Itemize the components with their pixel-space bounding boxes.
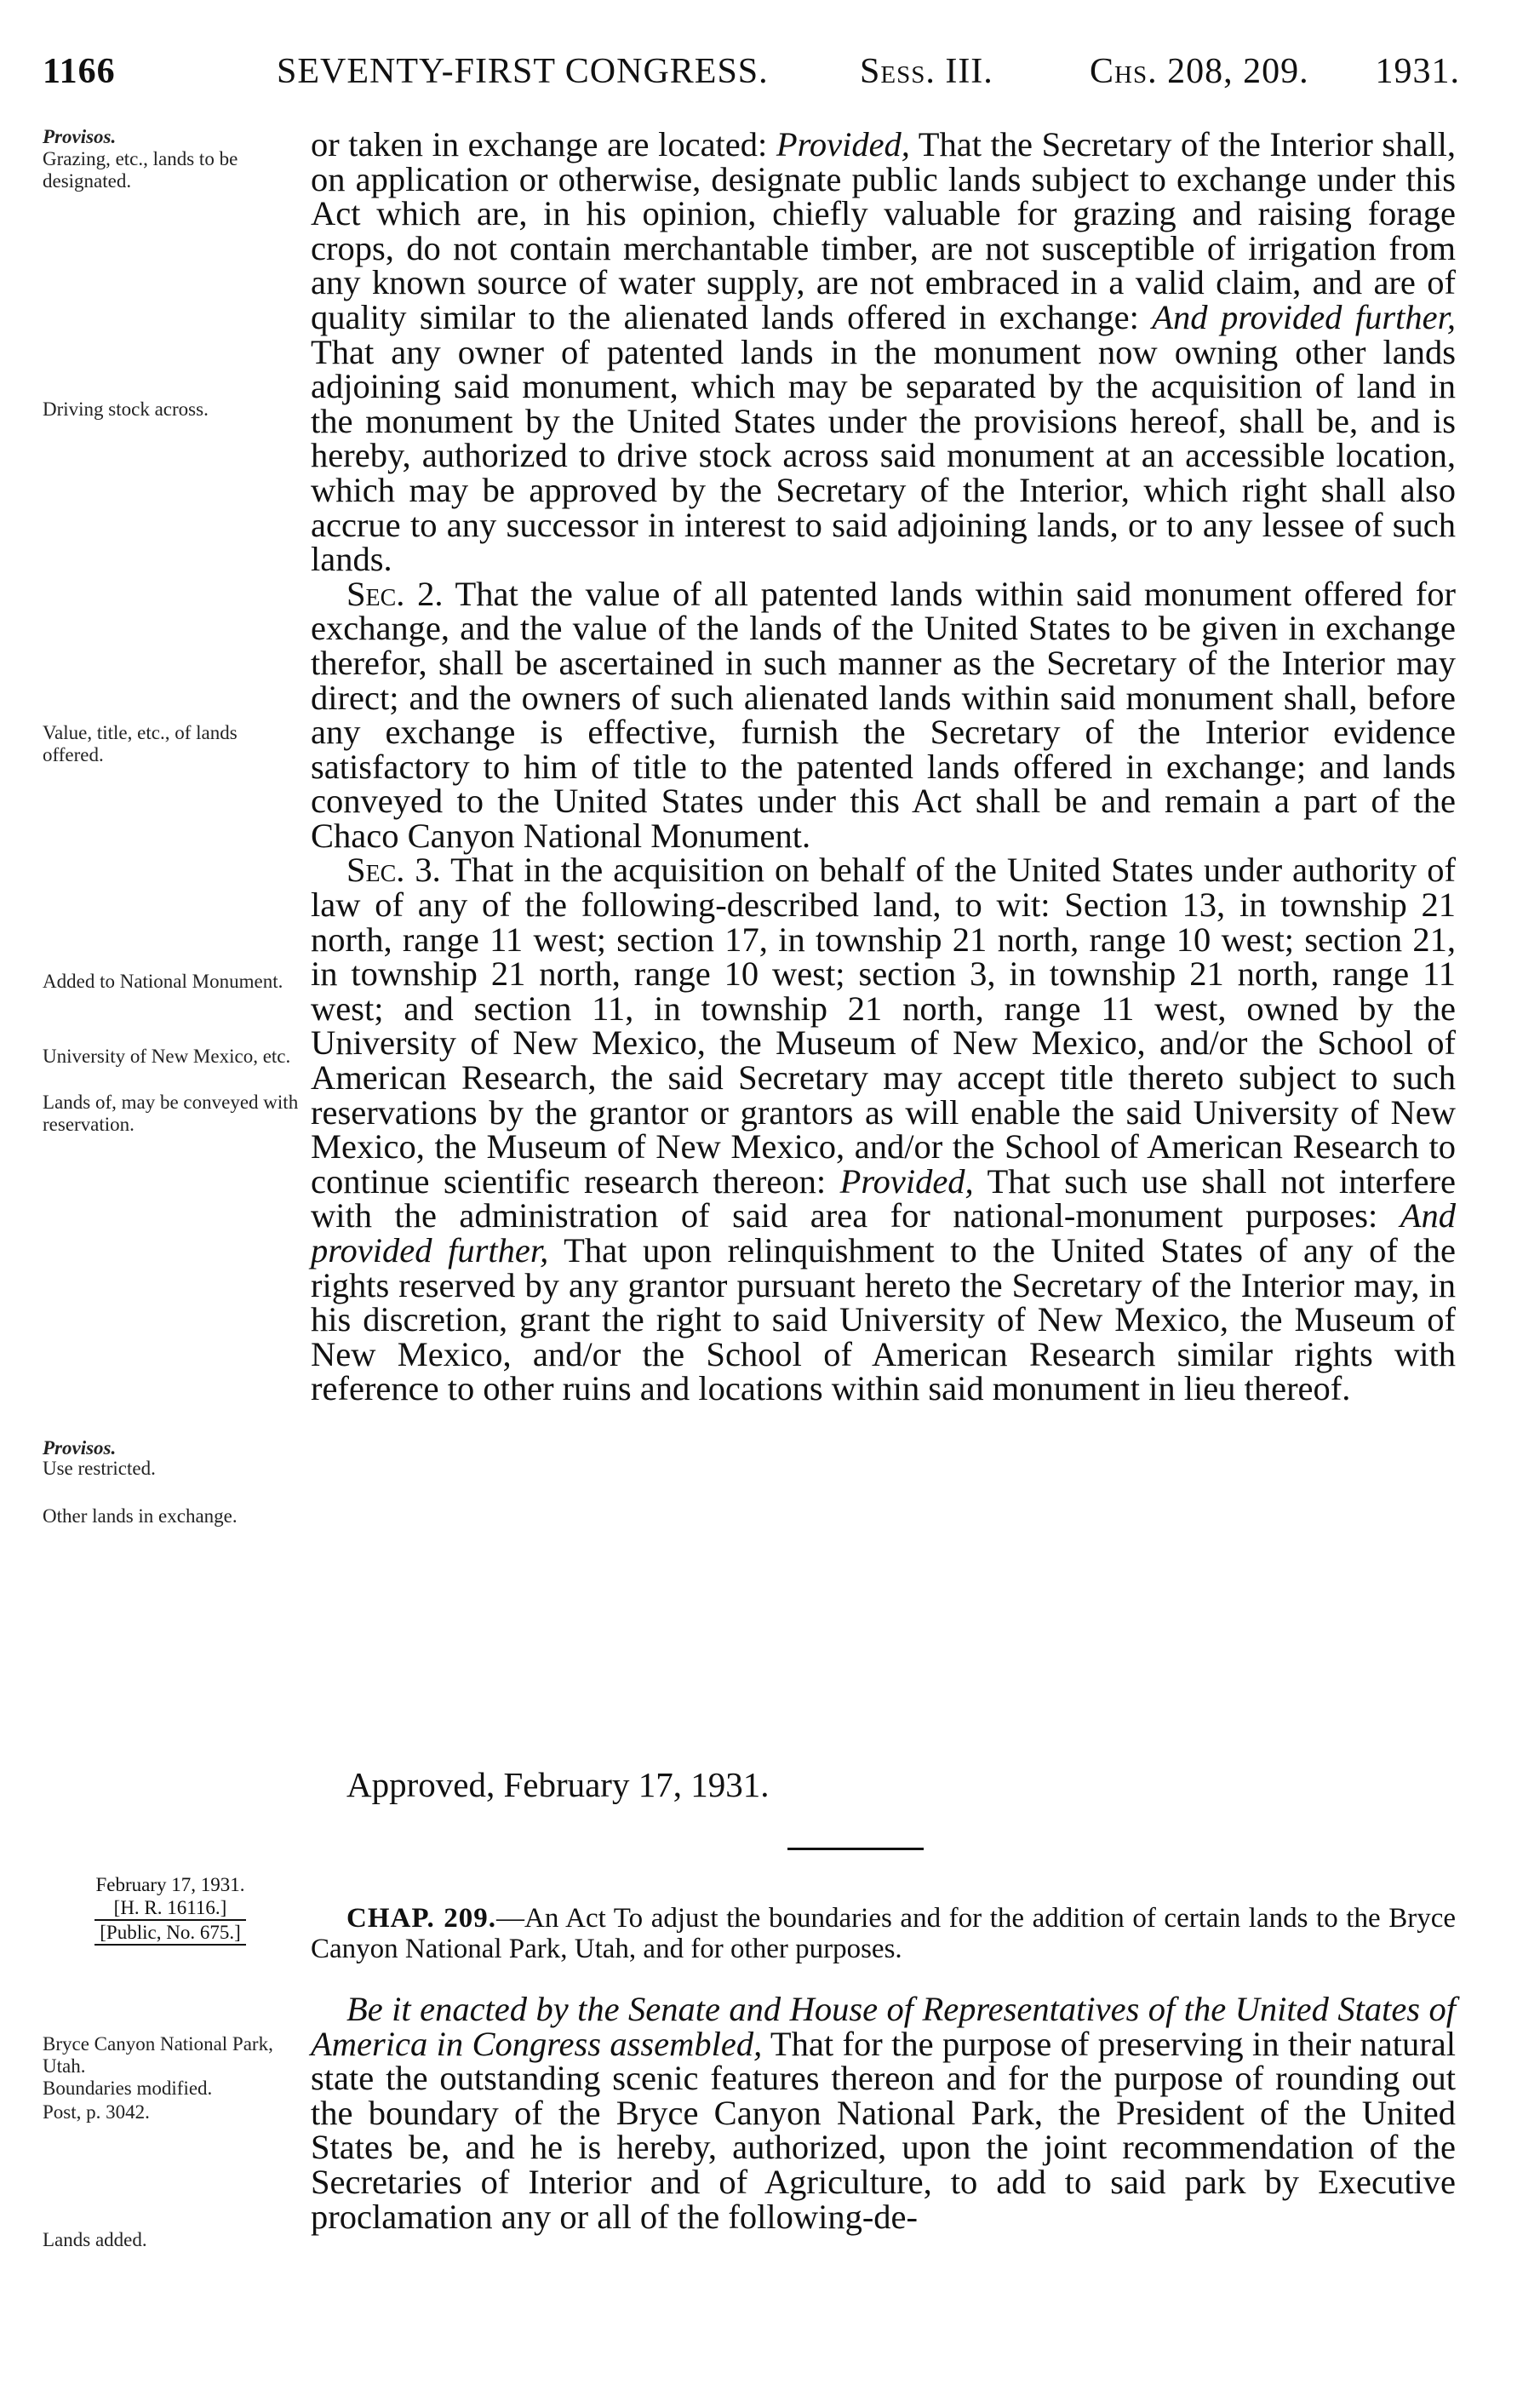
page-number: 1166 xyxy=(43,52,116,91)
margin-note-post: Post, p. 3042. xyxy=(43,2101,150,2123)
margin-note-bryce: Bryce Canyon National Park, Utah. xyxy=(43,2033,273,2077)
bill-reference xyxy=(43,1873,298,1946)
section-2-label: Sec. 2. xyxy=(346,574,444,613)
margin-note-lands-added: Lands added. xyxy=(43,2229,147,2250)
enacting-clause: Be it enacted by the Senate and House of Representatives of the United States of America in Congress assembled, xyxy=(311,1990,1456,2063)
margin-note-grazing: Grazing, etc., lands to be designated. xyxy=(43,148,238,192)
margin-provisos-label: Provisos. xyxy=(43,126,117,147)
running-header xyxy=(43,51,1460,111)
enacting-body xyxy=(311,1992,1456,2234)
provided-italic: Provided, xyxy=(776,125,910,163)
margin-note-driving: Driving stock across. xyxy=(43,398,209,420)
bill-date: February 17, 1931. xyxy=(95,1874,245,1895)
margin-note-value: Value, title, etc., of lands offered. xyxy=(43,722,238,765)
header-title: SEVENTY-FIRST CONGRESS. xyxy=(277,52,769,91)
margin-note-lands-of: Lands of, may be conveyed with reservation. xyxy=(43,1092,299,1135)
chapter-209-heading xyxy=(311,1903,1456,1964)
margin-note-other-lands: Other lands in exchange. xyxy=(43,1505,238,1527)
provided-italic-2: Provided, xyxy=(839,1161,974,1201)
bill-public-number: [Public, No. 675.] xyxy=(94,1919,245,1946)
bill-hr: [H. R. 16116.] xyxy=(113,1897,227,1918)
margin-note-provisos-2 xyxy=(43,1437,302,1459)
section-1-paragraph: or taken in exchange are located: Provided, That the Secretary of the Interior shall, on application or otherwise, designate public lands subject to exchange under this Act which are, in his opinion, chiefly valuable for grazing and raising forage crops, do not contain merchantable timber, are not susceptible of irrigation from any known source of water supply, are not embraced in a valid claim, and are of quality similar to the alienated lands offered in exchange: And provided further, That any owner of patented lands in the monument now owning other lands adjoining said monument, which may be separated by the acquisition of land in the monument by the United States under the provisions hereof, shall be, and is hereby, authorized to drive stock across said monument at an accessible location, which may be approved by the Secretary of the Interior, which right shall also accrue to any successor in interest to said adjoining lands, or to any lessee of such lands. xyxy=(311,125,1456,579)
margin-note-use-restricted: Use restricted. xyxy=(43,1458,156,1479)
header-chapters: Chs. 208, 209. xyxy=(1090,52,1309,91)
chapter-title: —An Act To adjust the boundaries and for the addition of certain lands to the Bryce Canyon National Park, Utah, and for other purposes. xyxy=(311,1903,1456,1964)
margin-provisos-2-label: Provisos. xyxy=(43,1437,117,1459)
enacting-paragraph: Be it enacted by the Senate and House of Representatives of the United States of America in Congress assembled, That for the purpose of preserving in their natural state the outstanding scenic features thereon and for the purpose of rounding out the boundary of the Bryce Canyon National Park, the President of the United States be, and he is hereby, authorized, upon the joint recommendation of the Secretaries of Interior and of Agriculture, to add to said park by Executive proclamation any or all of the following-de- xyxy=(311,1990,1457,2236)
section-3-paragraph: Sec. 3. That in the acquisition on behalf of the United States under authority of law of any of the following-described land, to wit: Section 13, in township 21 north, range 11 west; section 17, in township 21 north, range 10 west; section 21, in township 21 north, range 10 west; section 3, in township 21 north, range 11 west; and section 11, in township 21 north, range 11 west, owned by the University of New Mexico, the Museum of New Mexico, and/or the School of American Research, the said Secretary may accept title thereto subject to such reservations by the grantor or grantors as will enable the said University of New Mexico, the Museum of New Mexico, and/or the School of American Research to continue scientific research thereon: Provided, That such use shall not interfere with the administration of said area for national-monument purposes: And provided further, That upon relinquishment to the United States of any of the rights reserved by any grantor pursuant hereto the Secretary of the Interior may, in his discretion, grant the right to said University of New Mexico, the Museum of New Mexico, and/or the School of American Research similar rights with reference to other ruins and locations within said monument in lieu thereof. xyxy=(311,851,1456,1408)
header-session: Sess. III. xyxy=(860,52,993,91)
margin-note-boundaries: Boundaries modified. xyxy=(43,2078,213,2099)
section-2-paragraph: Sec. 2. That the value of all patented lands within said monument offered for exchange, and the value of the lands of the United States to be given in exchange therefor, shall be ascertained in such manner as the Secretary of the Interior may direct; and the owners of such alienated lands within said monument shall, before any exchange is effective, furnish the Secretary of the Interior evidence satisfactory to him of title to the patented lands offered in exchange; and lands conveyed to the United States under this Act shall be and remain a part of the Chaco Canyon National Monument. xyxy=(311,574,1456,855)
margin-note-added: Added to National Monument. xyxy=(43,971,283,992)
approval-line: Approved, February 17, 1931. xyxy=(346,1765,770,1804)
margin-note-provisos xyxy=(43,126,302,148)
section-divider xyxy=(787,1848,924,1850)
provided-further-italic: And provided further, xyxy=(1152,297,1456,336)
provided-further-italic-2: And provided further, xyxy=(311,1196,1456,1270)
section-3-label: Sec. 3. xyxy=(346,851,441,890)
statute-body xyxy=(311,125,1456,1408)
chapter-label: CHAP. 209. xyxy=(346,1903,497,1934)
margin-note-university: University of New Mexico, etc. xyxy=(43,1046,291,1067)
header-year: 1931. xyxy=(1375,52,1460,91)
